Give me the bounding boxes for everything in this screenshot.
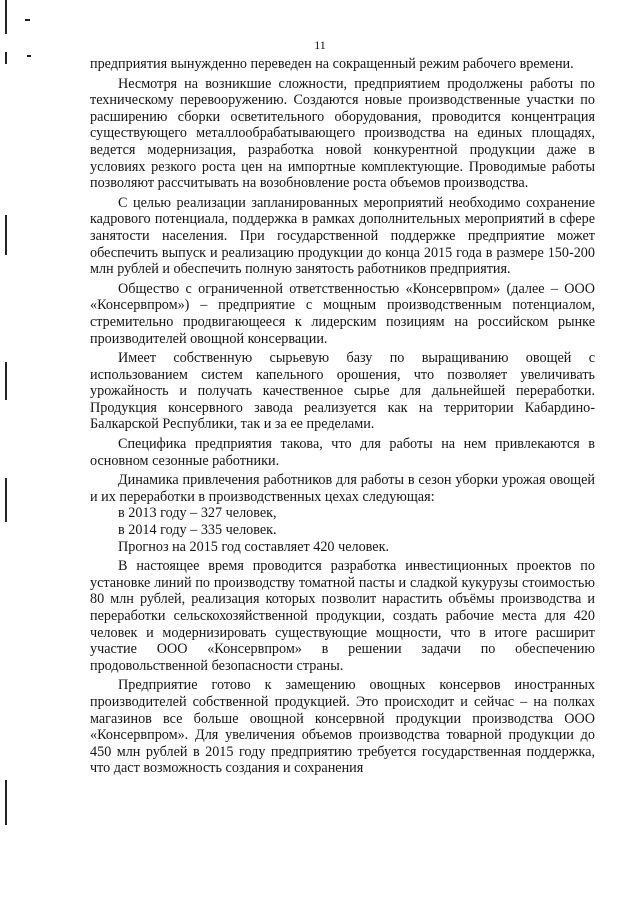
paragraph: предприятия вынужденно переведен на сокращенный режим рабочего времени.: [90, 56, 574, 72]
paragraph: В настоящее время проводится разработка инвестиционных проектов по установке линий по производству томатной пасты и сладкой кукурузы стоимостью 80 млн рублей, реализация которых позволит нарастить объёмы производства и переработки сельскохозяйственной продукции, создать рабочие места для 420 человек и модернизировать существующие мощности, что в итоге расширит участие ООО «Консервпром» в решении задачи по обеспечению продовольственной безопасности страны.: [90, 558, 595, 674]
scan-edge-mark: [5, 478, 7, 522]
paragraph: Общество с ограниченной ответственностью «Консервпром» (далее – ООО «Консервпром») – предприятие с мощным производственным потенциалом, стремительно продвигающееся к лидерским позициям на российском рынке производителей овощной консервации.: [90, 280, 595, 347]
list-item: в 2014 году – 335 человек.: [118, 522, 277, 539]
scan-edge-mark: [5, 780, 7, 825]
list-item: в 2013 году – 327 человек,: [118, 505, 277, 522]
page-number: 11: [314, 38, 326, 52]
document-body: [90, 56, 595, 777]
scan-edge-mark: [27, 55, 31, 57]
paragraph: С целью реализации запланированных мероприятий необходимо сохранение кадрового потенциала, поддержка в рамках дополнительных мероприятий в сфере занятости населения. При государственной поддержке предприятие может обеспечить выпуск и реализацию продукции до конца 2015 года в размере 150-200 млн рублей и обеспечить полную занятость работников предприятия.: [90, 194, 595, 278]
scan-edge-mark: [5, 215, 7, 255]
scan-edge-mark: [25, 19, 30, 21]
paragraph: Прогноз на 2015 год составляет 420 человек.: [118, 538, 390, 555]
scan-edge-mark: [5, 362, 7, 400]
scan-edge-mark: [5, 52, 7, 64]
paragraph: Несмотря на возникшие сложности, предприятием продолжены работы по техническому перевооружению. Создаются новые производственные участки по расширению сборки осветительного оборудования, проводится концентрация существующего металлообрабатывающего производства на единых площадях, ведется модернизация, разработка новой конкурентной продукции даже в условиях резкого роста цен на импортные комплектующие. Проводимые работы позволяют рассчитывать на возобновление роста объемов производства.: [90, 75, 595, 192]
paragraph: Предприятие готово к замещению овощных консервов иностранных производителей собственной продукцией. Это происходит и сейчас – на полках магазинов все больше овощной консервной продукции производства ООО «Консервпром». Для увеличения объемов производства товарной продукции до 450 млн рублей в 2015 году предприятию требуется государственная поддержка, что даст возможность создания и сохранения: [90, 677, 595, 777]
paragraph: Специфика предприятия такова, что для работы на нем привлекаются в основном сезонные работники.: [90, 436, 595, 469]
paragraph: Динамика привлечения работников для работы в сезон уборки урожая овощей и их переработки в производственных цехах следующая:: [90, 472, 595, 505]
scan-edge-mark: [5, 0, 7, 34]
paragraph: Имеет собственную сырьевую базу по выращиванию овощей с использованием систем капельного орошения, что позволяет увеличивать урожайность и получать качественное сырье для дальнейшей переработки. Продукция консервного завода реализуется как на территории Кабардино-Балкарской Республики, так и за ее пределами.: [90, 350, 595, 433]
